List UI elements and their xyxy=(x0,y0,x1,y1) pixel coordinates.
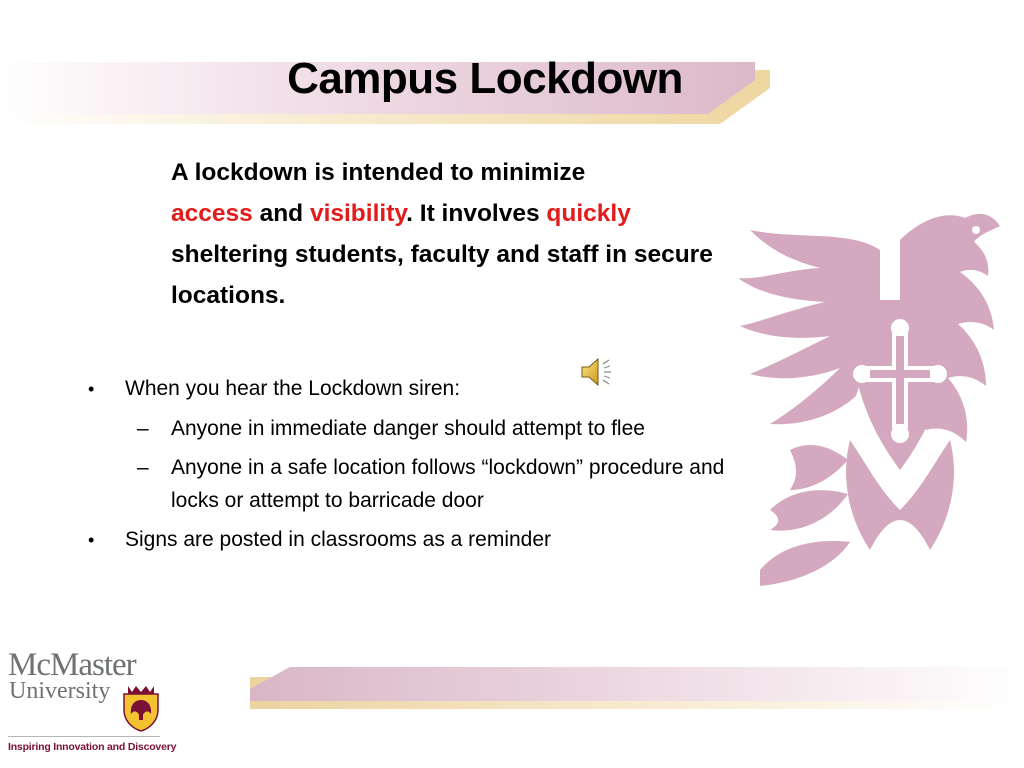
bullet-item xyxy=(0,523,760,557)
bullet-text: When you hear the Lockdown siren: xyxy=(125,377,461,400)
intro-paragraph xyxy=(171,152,731,316)
sub-bullet-item xyxy=(0,412,760,445)
sub-bullet-mark: – xyxy=(137,456,149,479)
slide-title: Campus Lockdown xyxy=(287,54,683,103)
logo-tagline: Inspiring Innovation and Discovery xyxy=(8,741,177,753)
bullet-text: Signs are posted in classrooms as a reminder xyxy=(125,528,552,551)
highlight-visibility: visibility xyxy=(309,200,407,227)
bullet-item xyxy=(0,372,760,406)
intro-text-2: and xyxy=(252,200,310,227)
intro-text-1: A lockdown is intended to minimize xyxy=(171,159,586,186)
highlight-quickly: quickly xyxy=(546,200,631,227)
bullet-list xyxy=(0,372,760,557)
crest-icon xyxy=(122,684,160,732)
highlight-access: access xyxy=(171,200,253,227)
bullet-mark: • xyxy=(88,379,95,399)
logo-name: McMaster xyxy=(8,647,136,683)
mcmaster-logo xyxy=(8,647,177,763)
bullet-mark: • xyxy=(88,530,95,550)
sub-bullet-text: Anyone in a safe location follows “lockdown” procedure and locks or attempt to barricade door xyxy=(171,456,725,512)
sub-bullet-text: Anyone in immediate danger should attempt to flee xyxy=(171,417,645,440)
footer-ribbon xyxy=(250,667,1024,709)
intro-text-3: . It involves xyxy=(406,200,547,227)
sub-bullet-item xyxy=(0,451,760,517)
eagle-watermark-icon xyxy=(730,190,1024,590)
sub-bullet-mark: – xyxy=(137,417,149,440)
intro-text-4: sheltering students, faculty and staff in secure locations. xyxy=(171,241,713,309)
logo-divider xyxy=(8,736,160,737)
logo-university: University xyxy=(9,678,111,704)
